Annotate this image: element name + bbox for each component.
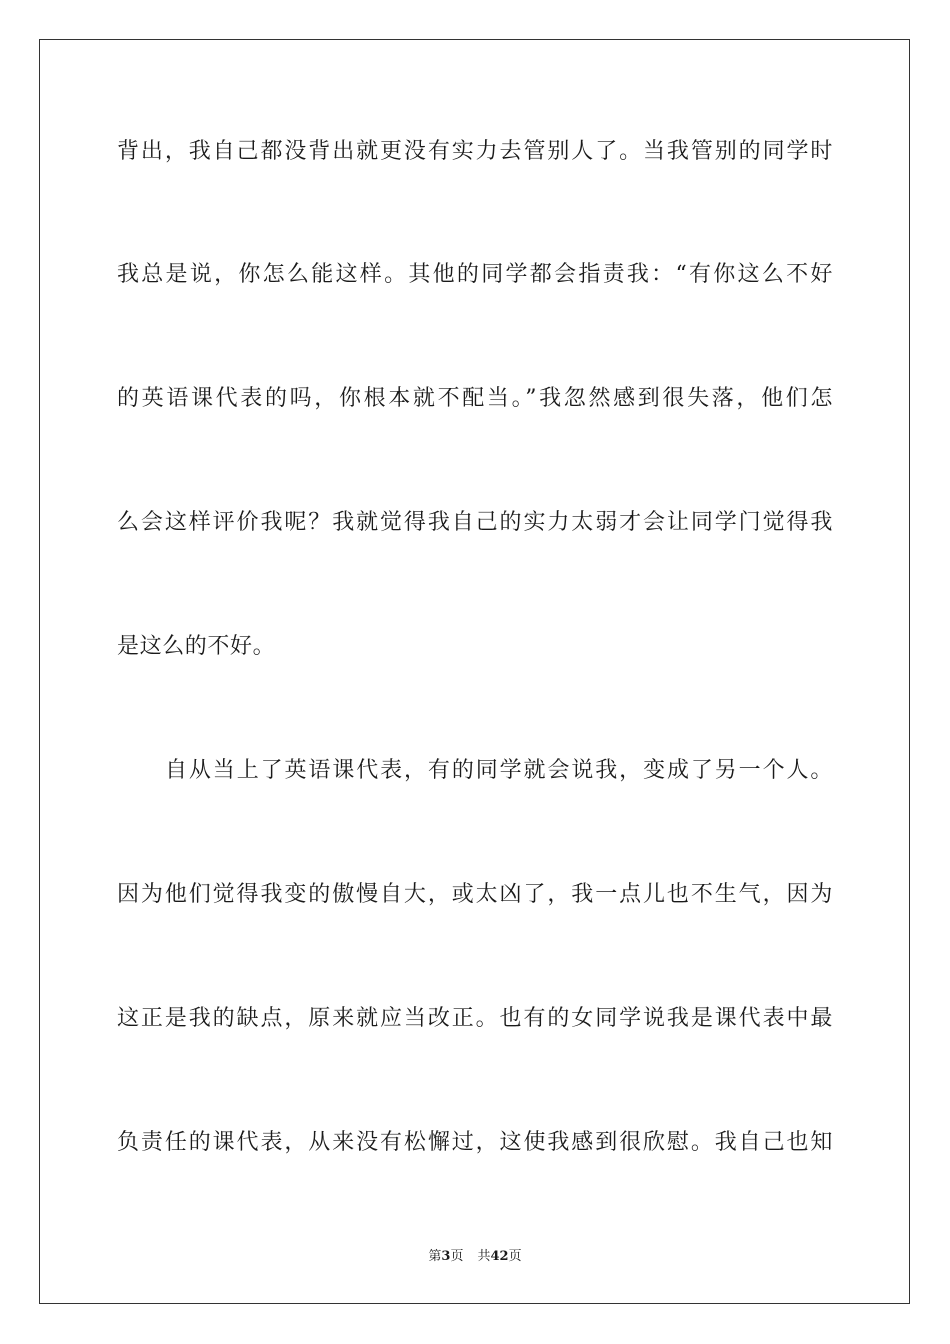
text-line-8: 这正是我的缺点，原来就应当改正。也有的女同学说我是课代表中最 [117, 1006, 833, 1031]
page-number: 3 [441, 1249, 451, 1264]
text-line-5: 是这么的不好。 [117, 634, 276, 659]
text-line-3: 的英语课代表的吗，你根本就不配当。”我忽然感到很失落，他们怎 [117, 386, 833, 411]
total-label-prefix: 共 [477, 1249, 491, 1264]
page-label-suffix: 页 [450, 1249, 464, 1264]
total-pages: 42 [490, 1249, 509, 1264]
total-label-suffix: 页 [508, 1249, 522, 1264]
text-line-9: 负责任的课代表，从来没有松懈过，这使我感到很欣慰。我自己也知 [117, 1130, 833, 1155]
text-line-7: 因为他们觉得我变的傲慢自大，或太凶了，我一点儿也不生气，因为 [117, 882, 833, 907]
page-footer [0, 1248, 950, 1266]
page-border [39, 39, 910, 1304]
page-label-prefix: 第 [428, 1249, 442, 1264]
text-line-4: 么会这样评价我呢？我就觉得我自己的实力太弱才会让同学门觉得我 [117, 510, 833, 535]
text-line-2: 我总是说，你怎么能这样。其他的同学都会指责我：“有你这么不好 [117, 262, 833, 287]
text-line-6: 自从当上了英语课代表，有的同学就会说我，变成了另一个人。 [165, 758, 833, 783]
text-line-1: 背出，我自己都没背出就更没有实力去管别人了。当我管别的同学时 [117, 139, 833, 164]
